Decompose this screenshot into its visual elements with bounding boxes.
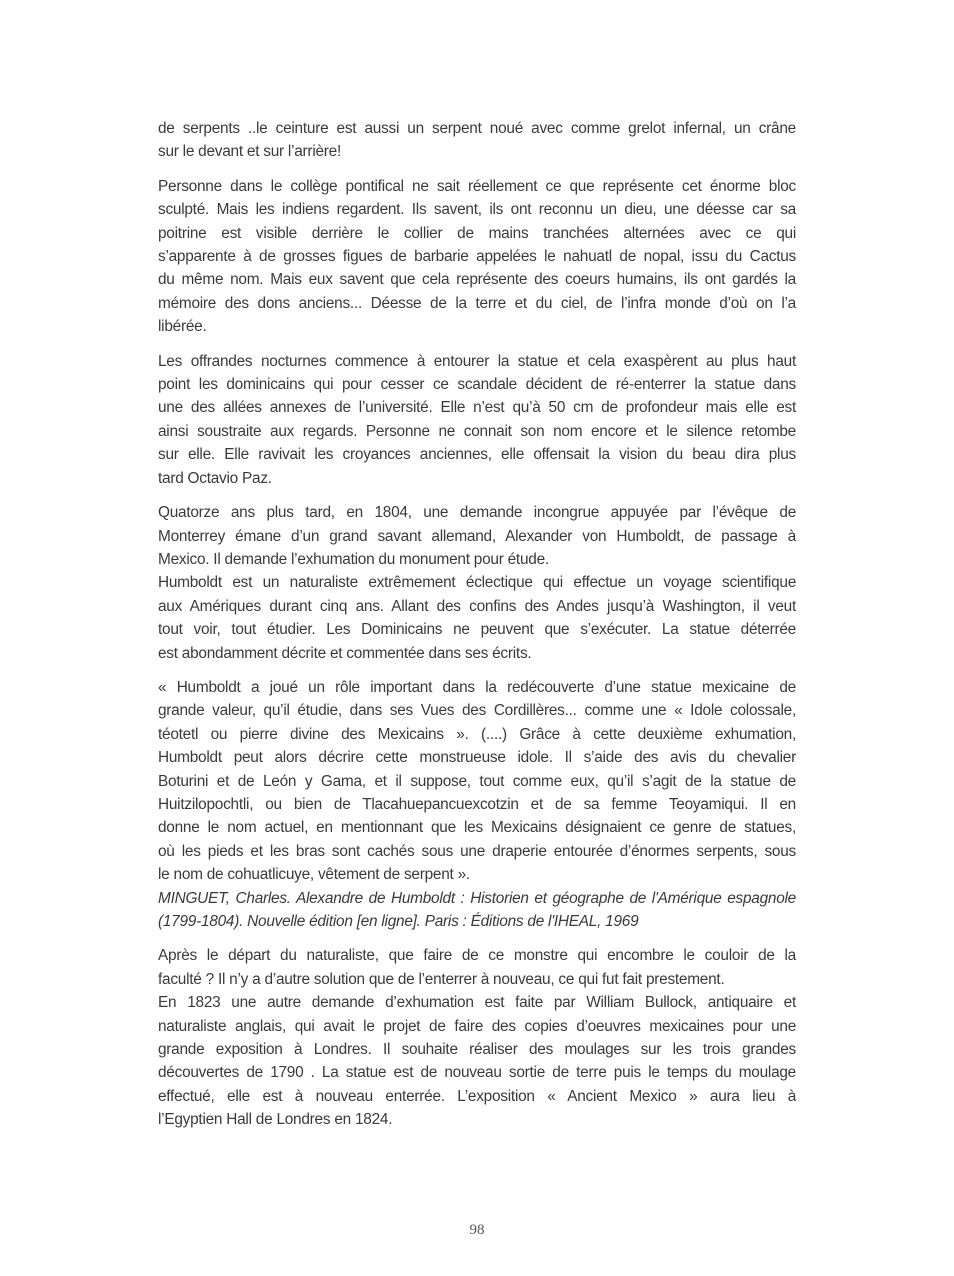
text-line: découvertes de 1790 . La statue est de nouveau sortie de terre puis le temps du moulage <box>158 1064 796 1082</box>
text-line: sur elle. Elle ravivait les croyances anciennes, elle offensait la vision du beau dira plus <box>158 446 796 464</box>
text-line: Humboldt est un naturaliste extrêmement éclectique qui effectue un voyage scientifique <box>158 574 796 592</box>
text-line: l’Egyptien Hall de Londres en 1824. <box>158 1111 393 1129</box>
citation-line: (1799-1804). Nouvelle édition [en ligne]. Paris : Éditions de l'IHEAL, 1969 <box>158 913 639 930</box>
text-line: du même nom. Mais eux savent que cela représente des coeurs humains, ils ont gardés la <box>158 271 796 289</box>
text-line: de serpents ..le ceinture est aussi un serpent noué avec comme grelot infernal, un crâne <box>158 120 796 137</box>
text-line: Personne dans le collège pontifical ne sait réellement ce que représente cet énorme bloc <box>158 177 796 195</box>
text-line: sur le devant et sur l’arrière! <box>158 143 342 161</box>
text-line: Quatorze ans plus tard, en 1804, une demande incongrue appuyée par l’évêque de <box>158 504 796 522</box>
text-line: donne le nom actuel, en mentionnant que les Mexicains désignaient ce genre de statues, <box>158 819 796 837</box>
text-line: le nom de cohuatlicuye, vêtement de serpent ». <box>158 866 470 884</box>
text-line: libérée. <box>158 318 207 336</box>
text-line: Humboldt peut alors décrire cette monstrueuse idole. Il s’aide des avis du chevalier <box>158 749 796 767</box>
text-line: Mexico. Il demande l’exhumation du monument pour étude. <box>158 550 549 568</box>
text-line: Boturini et de León y Gama, et il suppose, tout comme eux, qu’il s’agit de la statue de <box>158 772 796 790</box>
text-line: sculpté. Mais les indiens regardent. Ils savent, ils ont reconnu un dieu, une déesse car sa <box>158 201 796 219</box>
text-line: mémoire des dons anciens... Déesse de la terre et du ciel, de l’infra monde d’où on l’a <box>158 294 796 312</box>
text-line: faculté ? Il n’y a d’autre solution que de l’enterrer à nouveau, ce qui fut fait prestement. <box>158 970 725 988</box>
text-line: grande valeur, qu’il étudie, dans ses Vues des Cordillères... comme une « Idole colossale, <box>158 702 796 720</box>
text-line: tout voir, tout étudier. Les Dominicains ne peuvent que s’exécuter. La statue déterrée <box>158 621 796 639</box>
paragraph-3 <box>158 350 796 490</box>
paragraph-1 <box>158 117 796 164</box>
citation-line: MINGUET, Charles. Alexandre de Humboldt : Historien et géographe de l'Amérique espagnole <box>158 889 796 907</box>
text-line: effectué, elle est à nouveau enterrée. L’exposition « Ancient Mexico » aura lieu à <box>158 1087 796 1105</box>
text-line: poitrine est visible derrière le collier de mains tranchées alternées avec ce qui <box>158 224 796 242</box>
text-line: aux Amériques durant cinq ans. Allant des confins des Andes jusqu’à Washington, il veut <box>158 597 796 615</box>
page-number: 98 <box>469 1222 485 1238</box>
text-line: En 1823 une autre demande d’exhumation est faite par William Bullock, antiquaire et <box>158 994 796 1012</box>
paragraph-6 <box>158 944 796 1131</box>
paragraph-4 <box>158 501 796 665</box>
text-line: « Humboldt a joué un rôle important dans la redécouverte d’une statue mexicaine de <box>158 678 796 696</box>
text-line: naturaliste anglais, qui avait le projet de faire des copies d’oeuvres mexicaines pour une <box>158 1017 796 1035</box>
text-line: Monterrey émane d’un grand savant allemand, Alexander von Humboldt, de passage à <box>158 527 796 545</box>
text-line: Les offrandes nocturnes commence à entourer la statue et cela exaspèrent au plus haut <box>158 352 796 370</box>
text-line: une des allées annexes de l’université. Elle n’est qu’à 50 cm de profondeur mais elle est <box>158 399 796 417</box>
text-line: où les pieds et les bras sont cachés sous une draperie entourée d’énormes serpents, sous <box>158 842 796 860</box>
paragraph-2 <box>158 175 796 339</box>
text-line: tard Octavio Paz. <box>158 469 272 487</box>
quotation-paragraph <box>158 676 796 933</box>
text-line: s’apparente à de grosses figues de barbarie appelées le nahuatl de nopal, issu du Cactus <box>158 248 796 266</box>
text-line: Huitzilopochtli, ou bien de Tlacahuepancuexcotzin et de sa femme Teoyamiqui. Il en <box>158 795 796 813</box>
document-page <box>158 117 796 1143</box>
text-line: grande exposition à Londres. Il souhaite réaliser des moulages sur les trois grandes <box>158 1041 796 1059</box>
text-line: ainsi soustraite aux regards. Personne ne connait son nom encore et le silence retombe <box>158 422 796 440</box>
text-line: téotetl ou pierre divine des Mexicains ». (....) Grâce à cette deuxième exhumation, <box>158 725 796 743</box>
text-line: est abondamment décrite et commentée dans ses écrits. <box>158 644 532 662</box>
text-line: point les dominicains qui pour cesser ce scandale décident de ré-enterrer la statue dans <box>158 376 796 394</box>
text-line: Après le départ du naturaliste, que faire de ce monstre qui encombre le couloir de la <box>158 947 796 965</box>
